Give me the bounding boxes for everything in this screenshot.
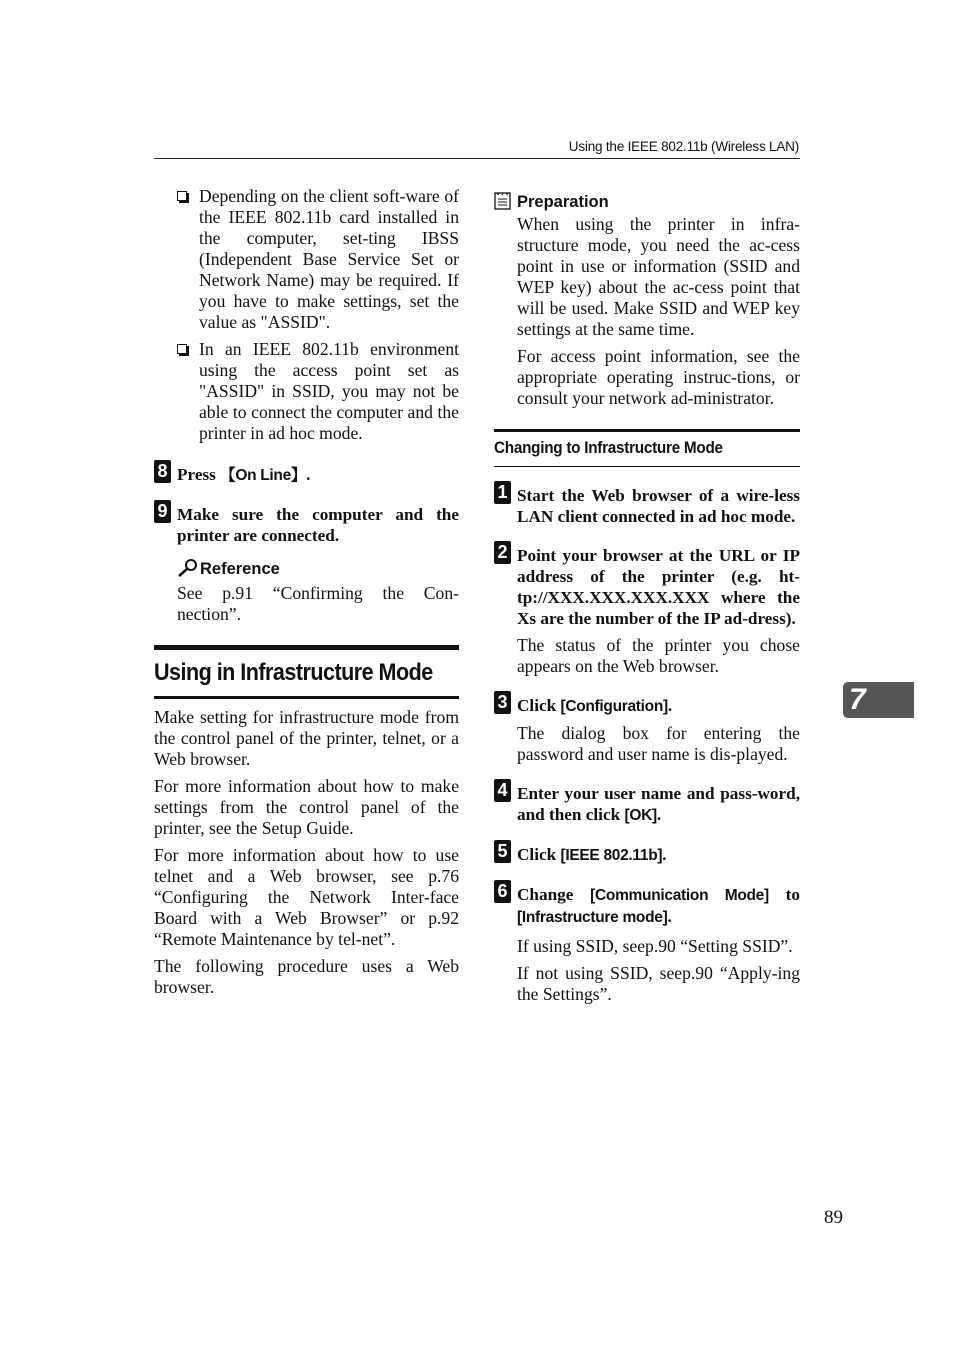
reference-text: See p.91 “Confirming the Con-nection”. <box>177 583 459 624</box>
key-label: [IEEE 802.11b] <box>560 847 663 864</box>
step-suffix: . <box>667 696 673 715</box>
step-number-badge: 3 <box>494 691 511 714</box>
key-label: [Configuration] <box>560 698 668 715</box>
reference-block <box>177 558 459 625</box>
step-number-badge: 5 <box>494 840 511 863</box>
step-body: The status of the printer you chose appears on the Web browser. <box>517 635 800 676</box>
header-rule <box>154 158 800 159</box>
step-text: Enter your user name and pass-word, and then click <box>517 784 800 824</box>
step-text: Make sure the computer and the printer are connected. <box>177 505 459 545</box>
step-suffix: . <box>306 465 311 484</box>
step-number-badge: 2 <box>494 541 511 564</box>
step-text: Change <box>517 885 574 904</box>
step-body: If not using SSID, seep.90 “Apply-ing the Settings”. <box>517 963 800 1004</box>
notepad-preparation-icon <box>494 192 511 210</box>
body-paragraph: The following procedure uses a Web browser. <box>154 956 459 997</box>
chapter-tab: 7 <box>843 682 914 718</box>
step-suffix: . <box>662 845 667 864</box>
step-text: Point your browser at the URL or IP address of the printer (e.g. ht-tp://XXX.XXX.XXX.XXX where the Xs are the number of the IP ad-dress). <box>517 546 800 628</box>
preparation-text: For access point information, see the appropriate operating instruc-tions, or consult your network ad-ministrator. <box>517 346 800 408</box>
page-number: 89 <box>824 1207 843 1228</box>
step-9 <box>154 500 459 625</box>
step-number-badge: 8 <box>154 460 171 483</box>
step-body: If using SSID, seep.90 “Setting SSID”. <box>517 936 793 956</box>
body-paragraph: For more information about how to use telnet and a Web browser, see p.76 “Configuring the Network Inter-face Board with a Web Browser” or p.92 “Remote Maintenance by tel-net”. <box>154 845 459 949</box>
checkbox-note-icon <box>177 191 187 201</box>
step-4 <box>494 779 800 826</box>
section-title: Using in Infrastructure Mode <box>154 659 433 686</box>
preparation-block <box>494 192 800 409</box>
step-text: to <box>785 885 800 904</box>
subsection-title: Changing to Infrastructure Mode <box>494 438 723 457</box>
step-text: Press <box>177 465 216 484</box>
magnifier-reference-icon <box>177 558 199 578</box>
reference-label: Reference <box>200 560 280 578</box>
step-number-badge: 9 <box>154 500 171 523</box>
right-column <box>494 192 800 1005</box>
note-text: Depending on the client soft-ware of the IEEE 802.11b card installed in the computer, set-ting IBSS (Independent Base Service Set or Network Name) may be required. If you have to make settings, set the value as "ASSID". <box>199 186 459 332</box>
key-label: [OK] <box>624 807 657 824</box>
step-text: Click <box>517 845 557 864</box>
note-text: In an IEEE 802.11b environment using the access point set as "ASSID" in SSID, you may not be able to connect the computer and the printer in ad hoc mode. <box>199 339 459 443</box>
step-body: The dialog box for entering the password and user name is dis-played. <box>517 723 800 764</box>
checkbox-note-icon <box>177 344 187 354</box>
step-suffix: . <box>656 805 662 824</box>
step-text: Click <box>517 696 557 715</box>
step-2 <box>494 541 800 677</box>
step-1 <box>494 481 800 527</box>
preparation-text: When using the printer in infra-structure mode, you need the ac-cess point in use or information (SSID and WEP key) about the ac-cess point that will be used. Make SSID and WEP key settings at the same time. <box>517 214 800 339</box>
step-6 <box>494 880 800 1005</box>
step-3 <box>494 691 800 765</box>
key-label: [Infrastructure mode] <box>517 909 668 926</box>
step-number-badge: 6 <box>494 880 511 903</box>
step-text: Start the Web browser of a wire-less LAN client connected in ad hoc mode. <box>517 486 800 526</box>
body-paragraph: For more information about how to make settings from the control panel of the printer, see the Setup Guide. <box>154 776 459 838</box>
step-5 <box>494 840 800 866</box>
left-column <box>154 186 459 998</box>
note-item <box>154 339 459 444</box>
running-header: Using the IEEE 802.11b (Wireless LAN) <box>568 139 799 154</box>
step-number-badge: 1 <box>494 481 511 504</box>
step-suffix: . <box>667 907 672 926</box>
subsection-heading <box>494 429 800 467</box>
key-label: 【On Line】 <box>220 467 307 484</box>
preparation-label: Preparation <box>517 193 609 211</box>
step-8 <box>154 460 459 486</box>
key-label: [Communication Mode] <box>590 887 769 904</box>
step-number-badge: 4 <box>494 779 511 802</box>
body-paragraph: Make setting for infrastructure mode from the control panel of the printer, telnet, or a Web browser. <box>154 707 459 769</box>
note-item <box>154 186 459 333</box>
section-heading <box>154 645 459 699</box>
